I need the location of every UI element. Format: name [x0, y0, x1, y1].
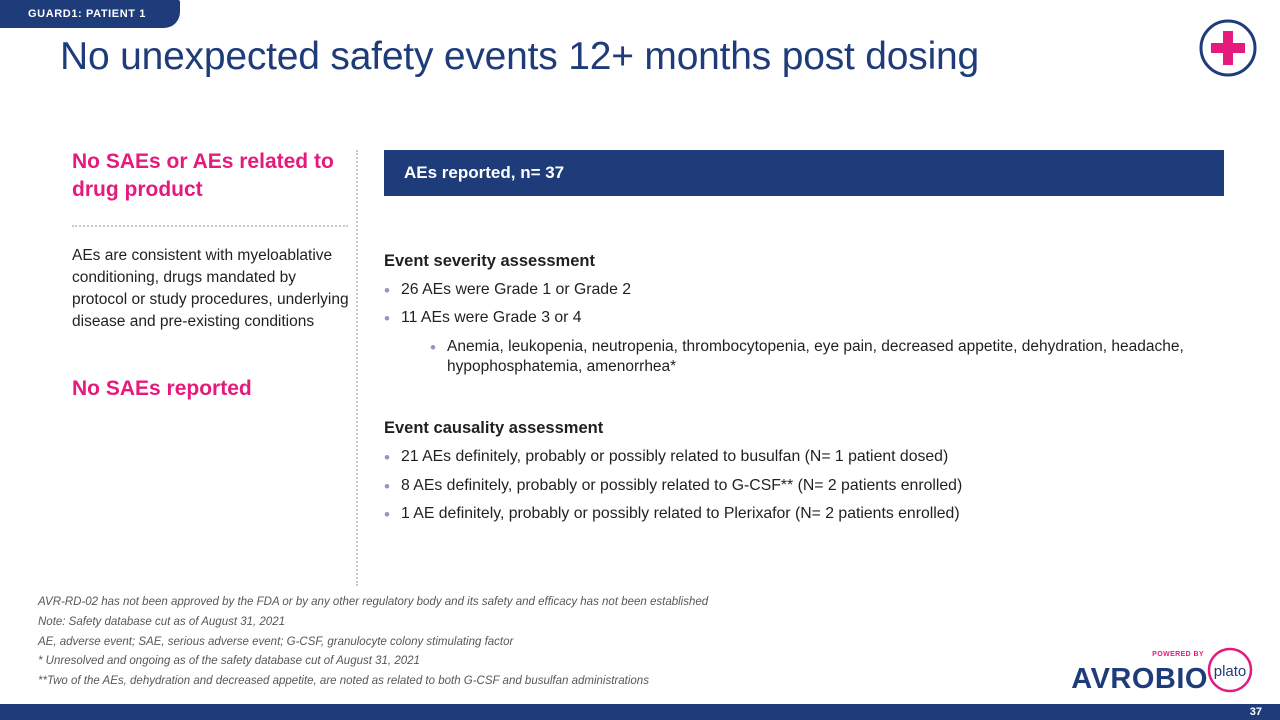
plato-circle-icon: [1204, 642, 1256, 694]
footer-bar: [0, 704, 1280, 720]
list-item-sub: [430, 337, 1234, 379]
list-item: [384, 308, 1234, 329]
list-item: [384, 280, 1234, 301]
page-number: 37: [1249, 706, 1262, 718]
bullet-icon: •: [384, 504, 390, 524]
aes-reported-banner: AEs reported, n= 37: [384, 150, 1224, 196]
section-heading: Event causality assessment: [384, 419, 604, 438]
causality-section: [384, 419, 1234, 525]
medical-cross-icon: [1198, 18, 1258, 78]
footnote-line: * Unresolved and ongoing as of the safety database cut of August 31, 2021: [38, 655, 420, 668]
footnotes: [38, 593, 938, 692]
left-divider: [72, 225, 348, 227]
left-heading-secondary: No SAEs reported: [72, 377, 252, 401]
footnote-line: AE, adverse event; SAE, serious adverse event; G-CSF, granulocyte colony stimulating factor: [38, 635, 514, 648]
column-separator: [356, 150, 358, 586]
list-item: [384, 447, 1234, 468]
svg-text:plato: plato: [1213, 663, 1247, 680]
section-heading: Event severity assessment: [384, 252, 595, 270]
list-item-label: Anemia, leukopenia, neutropenia, thrombocytopenia, eye pain, decreased appetite, dehydration, headache, hypophosphatemia, amenorrhea*: [447, 337, 1184, 376]
list-item-label: 21 AEs definitely, probably or possibly related to busulfan (N= 1 patient dosed): [401, 448, 949, 466]
list-item-label: 8 AEs definitely, probably or possibly related to G-CSF** (N= 2 patients enrolled): [401, 476, 963, 494]
bullet-icon: •: [384, 281, 390, 300]
left-body-text: AEs are consistent with myeloablative conditioning, drugs mandated by protocol or study procedures, underlying disease and pre-existing conditions: [72, 247, 349, 331]
section-tag: GUARD1: PATIENT 1: [0, 0, 180, 28]
section-spacer: [384, 385, 1234, 419]
list-item-label: 11 AEs were Grade 3 or 4: [401, 309, 582, 327]
left-heading-primary: No SAEs or AEs related to drug product: [72, 150, 334, 201]
list-item-label: 26 AEs were Grade 1 or Grade 2: [401, 281, 632, 298]
list-item: [384, 476, 1234, 497]
brand-wordmark: AVROBIO: [1071, 663, 1208, 695]
powered-by-label: POWERED BY: [1152, 651, 1204, 658]
bullet-icon: •: [384, 476, 390, 496]
list-item: [384, 504, 1234, 525]
severity-section: [384, 252, 1234, 378]
bullet-icon: •: [384, 448, 390, 468]
footnote-line: Note: Safety database cut as of August 31, 2021: [38, 615, 285, 628]
footnote-line: AVR-RD-02 has not been approved by the FDA or by any other regulatory body and its safety and efficacy has not been established: [38, 596, 709, 609]
list-item-label: 1 AE definitely, probably or possibly related to Plerixafor (N= 2 patients enrolled): [401, 504, 960, 522]
left-column: [72, 148, 354, 401]
bullet-icon: •: [384, 309, 390, 329]
avrobio-logo: [1071, 642, 1256, 694]
page-title: No unexpected safety events 12+ months post dosing: [60, 35, 980, 78]
right-column: [384, 252, 1234, 532]
bullet-icon: •: [430, 337, 436, 357]
footnote-line: **Two of the AEs, dehydration and decreased appetite, are noted as related to both G-CSF and busulfan administrations: [38, 675, 649, 688]
